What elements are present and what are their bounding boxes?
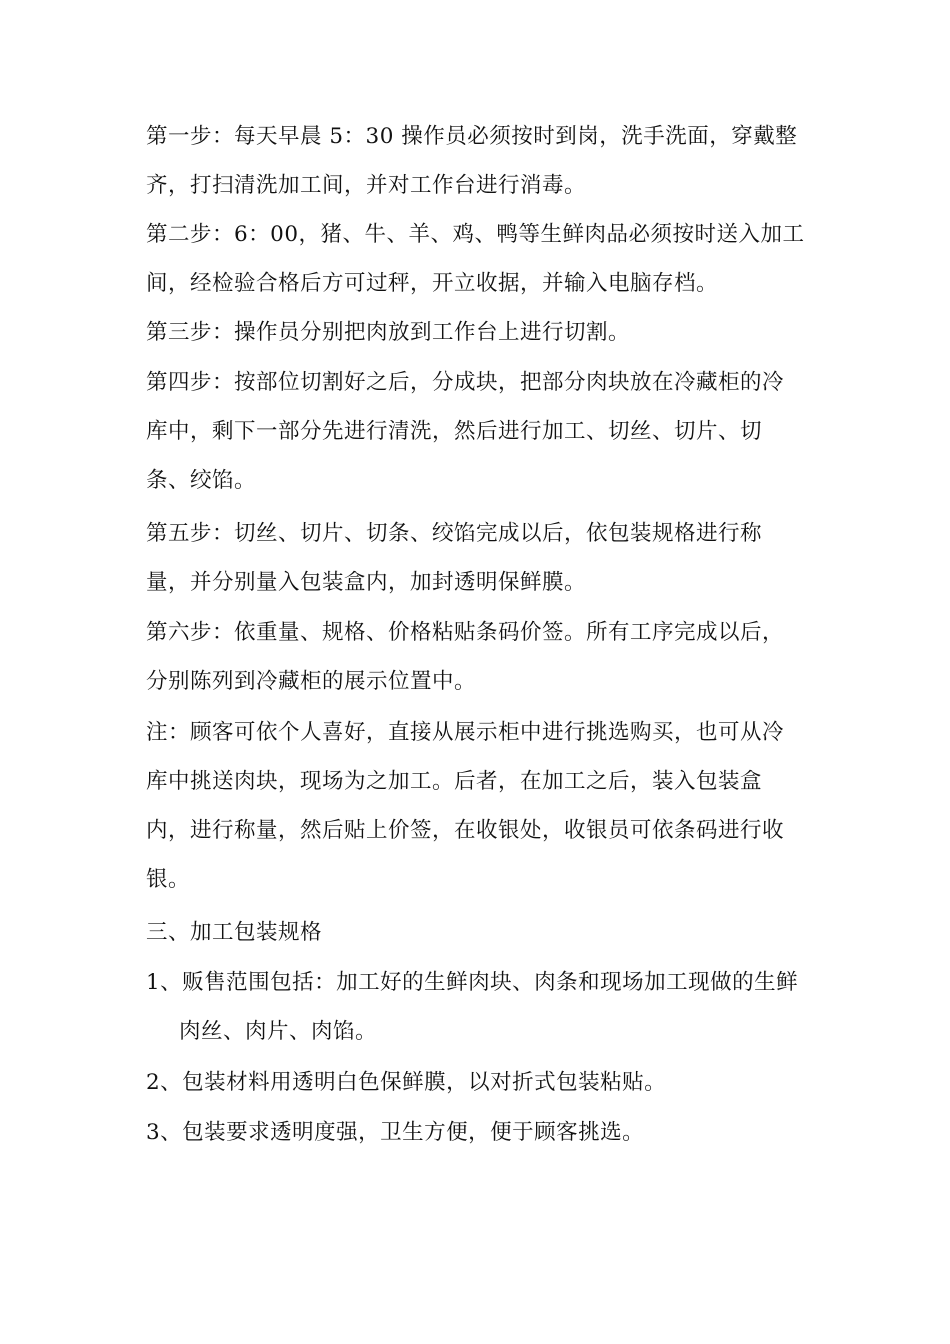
text-line: 库中挑送肉块，现场为之加工。后者，在加工之后，装入包装盒 <box>146 769 763 794</box>
step-4-paragraph <box>146 358 816 505</box>
section-heading <box>146 908 816 957</box>
step-1-paragraph <box>146 112 816 210</box>
text-line: 银。 <box>146 867 191 892</box>
text-line: 第二步：6：00，猪、牛、羊、鸡、鸭等生鲜肉品必须按时送入加工 <box>146 222 805 247</box>
text-line: 齐，打扫清洗加工间，并对工作台进行消毒。 <box>146 173 587 198</box>
list-item <box>146 958 816 1056</box>
text-line: 间，经检验合格后方可过秤，开立收据，并输入电脑存档。 <box>146 271 719 296</box>
note-paragraph <box>146 708 816 904</box>
text-line: 条、绞馅。 <box>146 468 257 493</box>
step-6-paragraph <box>146 608 816 706</box>
text-line: 第五步：切丝、切片、切条、绞馅完成以后，依包装规格进行称 <box>146 521 763 546</box>
step-2-paragraph <box>146 210 816 308</box>
list-item-continuation: 肉丝、肉片、肉馅。 <box>179 1019 378 1044</box>
text-line: 第一步：每天早晨 5：30 操作员必须按时到岗，洗手洗面，穿戴整 <box>146 124 798 149</box>
list-item <box>146 1108 816 1157</box>
list-item-text: 2、包装材料用透明白色保鲜膜，以对折式包装粘贴。 <box>146 1070 667 1095</box>
step-5-paragraph <box>146 509 816 607</box>
list-item-text: 1、贩售范围包括：加工好的生鲜肉块、肉条和现场加工现做的生鲜 <box>146 970 799 995</box>
list-item-text: 3、包装要求透明度强，卫生方便，便于顾客挑选。 <box>146 1120 645 1145</box>
step-3-paragraph <box>146 308 816 357</box>
text-line: 第四步：按部位切割好之后，分成块，把部分肉块放在冷藏柜的冷 <box>146 370 785 395</box>
text-line: 内，进行称量，然后贴上价签，在收银处，收银员可依条码进行收 <box>146 818 785 843</box>
text-line: 量，并分别量入包装盒内，加封透明保鲜膜。 <box>146 570 587 595</box>
text-line: 注：顾客可依个人喜好，直接从展示柜中进行挑选购买，也可从冷 <box>146 720 785 745</box>
text-line: 第六步：依重量、规格、价格粘贴条码价签。所有工序完成以后， <box>146 620 785 645</box>
list-item <box>146 1058 816 1107</box>
text-line: 第三步：操作员分别把肉放到工作台上进行切割。 <box>146 320 631 345</box>
heading-text: 三、加工包装规格 <box>146 920 323 945</box>
text-line: 分别陈列到冷藏柜的展示位置中。 <box>146 669 477 694</box>
text-line: 库中，剩下一部分先进行清洗，然后进行加工、切丝、切片、切 <box>146 419 763 444</box>
